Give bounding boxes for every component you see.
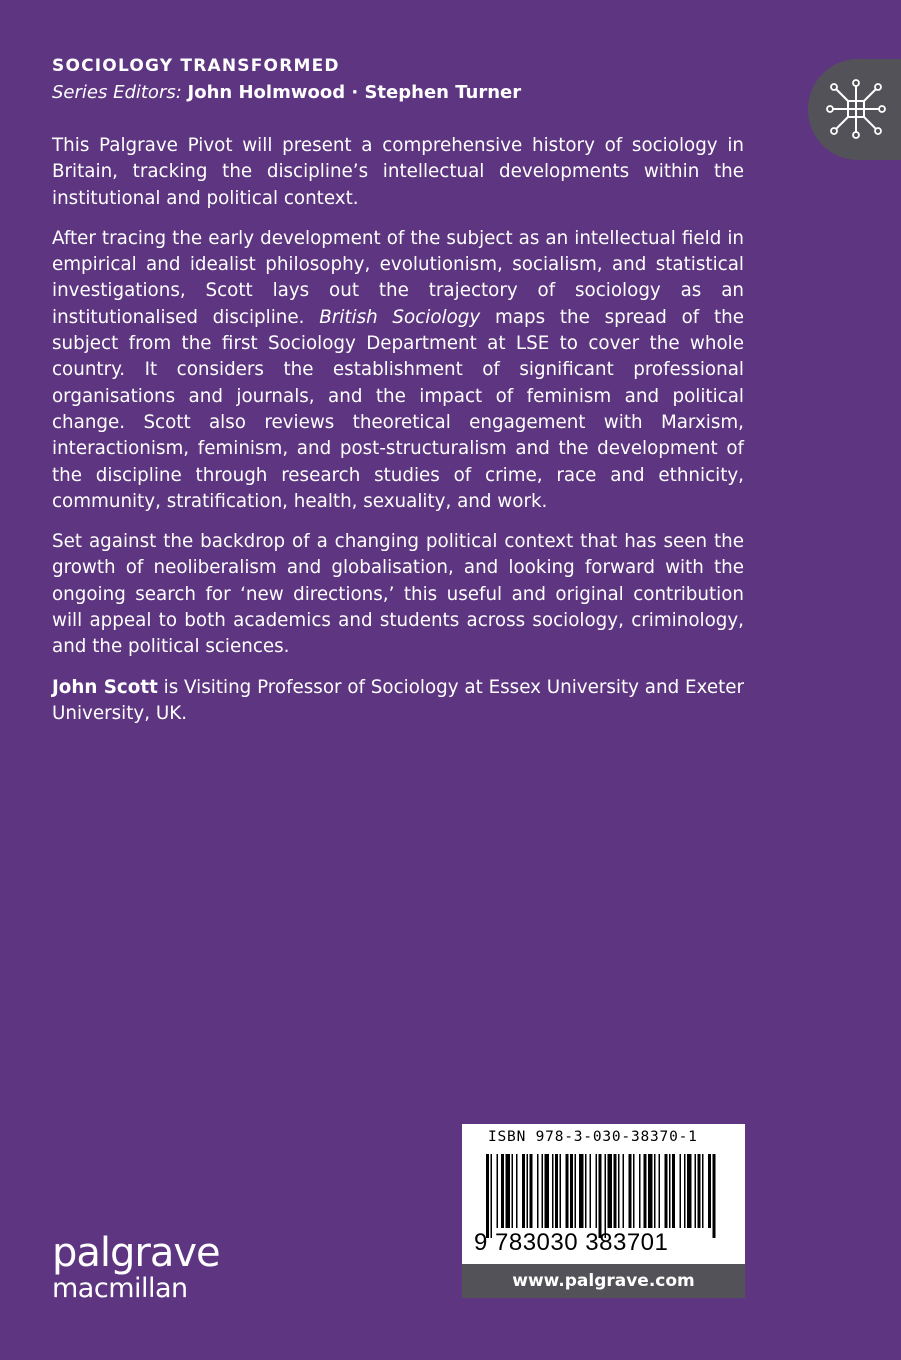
barcode-bar bbox=[599, 1154, 602, 1238]
barcode-bar bbox=[623, 1154, 625, 1228]
book-title-italic: British Sociology bbox=[319, 306, 481, 328]
barcode-bar bbox=[608, 1154, 613, 1228]
barcode-bar bbox=[708, 1154, 711, 1228]
barcode-bar bbox=[672, 1154, 675, 1228]
barcode-bar bbox=[648, 1154, 653, 1228]
barcode-bar bbox=[596, 1154, 598, 1228]
barcode-bar bbox=[669, 1154, 671, 1228]
publisher-url: www.palgrave.com bbox=[462, 1264, 745, 1298]
barcode-bar bbox=[522, 1154, 525, 1228]
barcode-bar bbox=[506, 1154, 511, 1228]
barcode-bar bbox=[530, 1154, 533, 1228]
author-name: John Scott bbox=[52, 676, 158, 698]
barcode-bar bbox=[614, 1154, 617, 1228]
barcode-bar bbox=[542, 1154, 544, 1228]
barcode-bar bbox=[590, 1154, 592, 1228]
author-bio-text: is Visiting Professor of Sociology at Essex University and Exeter University, UK. bbox=[52, 676, 744, 724]
series-editors-names: John Holmwood · Stephen Turner bbox=[187, 82, 522, 103]
publisher-name-line1: palgrave bbox=[52, 1230, 220, 1276]
barcode-bar bbox=[486, 1154, 489, 1238]
barcode-digits: 9 783030 383701 bbox=[474, 1229, 669, 1256]
barcode-bar bbox=[654, 1154, 656, 1228]
barcode-bar bbox=[545, 1154, 550, 1228]
blurb-paragraph-2-start: After tracing the early development of the subject as an intellectual field in empirical and idealist philosophy, evolutionism, socialism, and statistical investigations, Scott lays out the trajectory of sociology as an institutionalised discipline. bbox=[52, 227, 744, 328]
barcode-bar bbox=[575, 1154, 577, 1228]
blurb-paragraph-3: Set against the backdrop of a changing political context that has seen the growth of neoliberalism and globalisation, and looking forward with the ongoing search for ‘new directions,’ this useful and original contribution will appeal to both academics and students across sociology, criminology, and the political sciences. bbox=[52, 531, 744, 658]
barcode-bar bbox=[560, 1154, 562, 1228]
palgrave-pivot-badge bbox=[808, 59, 901, 160]
barcode-bar bbox=[552, 1154, 554, 1228]
barcode-bar bbox=[633, 1154, 635, 1228]
barcode-bar bbox=[618, 1154, 620, 1228]
barcode-bar bbox=[702, 1154, 704, 1228]
barcode-icon bbox=[486, 1154, 722, 1238]
series-editors bbox=[52, 82, 521, 103]
barcode-bar bbox=[680, 1154, 682, 1228]
barcode-bar bbox=[684, 1154, 686, 1228]
blurb-paragraph-1: This Palgrave Pivot will present a comprehensive history of sociology in Britain, tracking the discipline’s intellectual developments within the institutional and political context. bbox=[52, 135, 744, 209]
barcode-bar bbox=[665, 1154, 668, 1228]
blurb-paragraph-2-end: maps the spread of the subject from the first Sociology Department at LSE to cover the whole country. It considers the establishment of significant professional organisations and journals, and the impact of feminism and political change. Scott also reviews theoretical engagement with Marxism, interactionism, feminism, and post-structuralism and the development of the discipline through research studies of crime, race and ethnicity, community, stratification, health, sexuality, and work. bbox=[52, 306, 744, 512]
barcode-bar bbox=[497, 1154, 499, 1228]
barcode-bar bbox=[713, 1154, 716, 1238]
author-bio bbox=[52, 675, 744, 728]
barcode-bar bbox=[527, 1154, 529, 1228]
barcode-bar bbox=[537, 1154, 539, 1228]
barcode-bar bbox=[579, 1154, 584, 1228]
barcode-bar bbox=[698, 1154, 701, 1228]
barcode-bar bbox=[566, 1154, 569, 1228]
barcode-bar bbox=[570, 1154, 573, 1228]
series-editors-label: Series Editors: bbox=[52, 82, 182, 103]
barcode-bar bbox=[516, 1154, 518, 1228]
barcode-box bbox=[462, 1124, 745, 1264]
barcode-bar bbox=[695, 1154, 697, 1228]
barcode-bar bbox=[501, 1154, 504, 1228]
series-title: SOCIOLOGY TRANSFORMED bbox=[52, 56, 340, 76]
barcode-bar bbox=[605, 1154, 607, 1238]
barcode-bar bbox=[687, 1154, 692, 1228]
barcode-bar bbox=[659, 1154, 661, 1228]
barcode-bar bbox=[629, 1154, 632, 1228]
isbn-text: ISBN 978-3-030-38370-1 bbox=[488, 1129, 698, 1145]
barcode-bar bbox=[585, 1154, 587, 1228]
barcode-bar bbox=[555, 1154, 558, 1228]
barcode-bar bbox=[644, 1154, 647, 1228]
palgrave-pivot-logo-icon bbox=[824, 77, 888, 141]
barcode-bar bbox=[512, 1154, 514, 1228]
blurb bbox=[52, 133, 744, 741]
publisher-logo bbox=[52, 1230, 220, 1304]
barcode-bar bbox=[639, 1154, 641, 1228]
blurb-paragraph-2 bbox=[52, 226, 744, 515]
barcode-bar bbox=[491, 1154, 493, 1238]
publisher-name-line2: macmillan bbox=[52, 1273, 188, 1304]
